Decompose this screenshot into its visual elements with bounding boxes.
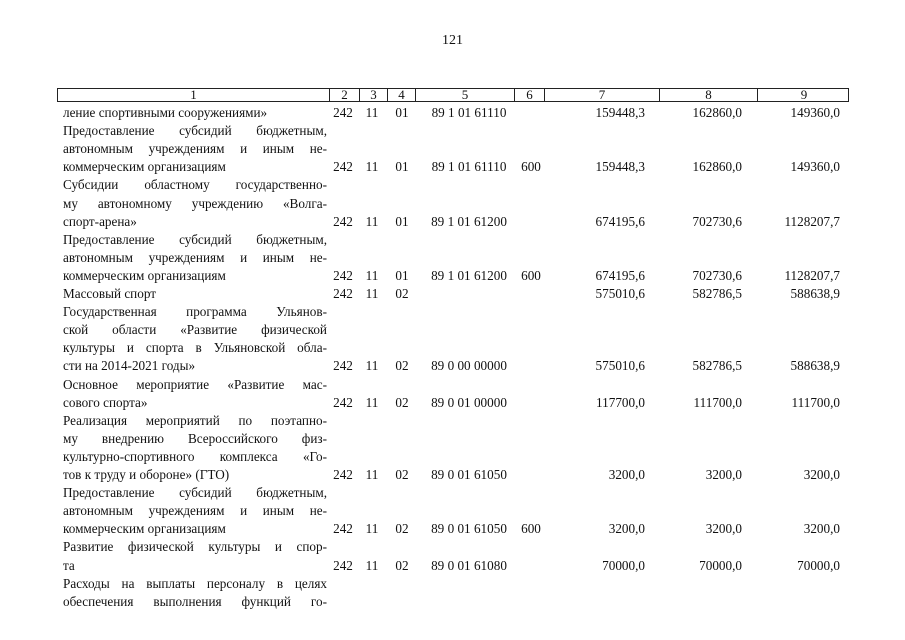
- row-description-line: Реализация мероприятий по поэтапно-: [63, 412, 327, 428]
- row-description-line: ской области «Развитие физической: [63, 322, 327, 338]
- row-code: 242: [333, 159, 353, 175]
- row-type: 600: [521, 521, 541, 537]
- table-header: [57, 88, 849, 102]
- row-description-line: Основное мероприятие «Развитие мас-: [63, 376, 327, 392]
- page-number: 121: [442, 33, 463, 48]
- row-code: 242: [333, 267, 353, 283]
- row-description-line: Предоставление субсидий бюджетным,: [63, 485, 327, 501]
- row-v2021: 1128207,7: [784, 267, 840, 283]
- row-description-line: культуры и спорта в Ульяновской обла-: [63, 340, 327, 356]
- row-description-line: автономным учреждениям и иным не-: [63, 141, 327, 157]
- row-description-line: Предоставление субсидий бюджетным,: [63, 231, 327, 247]
- row-section: 11: [365, 467, 379, 482]
- row-v2020: 702730,6: [692, 267, 742, 283]
- row-v2020: 3200,0: [705, 467, 742, 482]
- row-type: 600: [521, 159, 541, 175]
- row-description-line: тов к труду и обороне» (ГТО): [63, 467, 230, 482]
- row-v2020: 582786,5: [692, 358, 742, 374]
- row-code: 242: [333, 286, 353, 301]
- row-v2019: 159448,3: [595, 105, 645, 120]
- row-section: 11: [365, 358, 379, 374]
- row-description-line: коммерческим организациям: [63, 159, 226, 175]
- row-v2019: 3200,0: [608, 521, 645, 537]
- row-v2019: 3200,0: [608, 467, 645, 482]
- row-v2019: 117700,0: [596, 394, 645, 410]
- row-v2019: 70000,0: [602, 557, 645, 573]
- row-target: 89 0 01 00000: [431, 394, 507, 410]
- row-v2021: 3200,0: [803, 521, 840, 537]
- row-section: 11: [365, 557, 379, 573]
- header-col-2: 2: [330, 89, 360, 101]
- row-v2021: 1128207,7: [784, 213, 840, 229]
- row-target: 89 1 01 61200: [431, 213, 507, 229]
- header-col-3: 3: [360, 89, 388, 101]
- row-v2019: 575010,6: [595, 286, 645, 301]
- row-target: 89 0 01 61050: [431, 467, 507, 482]
- row-section: 11: [365, 521, 379, 537]
- row-target: 89 0 01 61080: [431, 557, 507, 573]
- row-v2019: 159448,3: [595, 159, 645, 175]
- row-target: 89 1 01 61110: [431, 105, 507, 120]
- row-section: 11: [365, 394, 379, 410]
- row-subsection: 02: [395, 394, 409, 410]
- row-description-line: му внедрению Всероссийского физ-: [63, 430, 327, 446]
- row-description-line: Предоставление субсидий бюджетным,: [63, 123, 327, 139]
- row-v2021: 588638,9: [790, 286, 840, 301]
- row-subsection: 02: [395, 286, 409, 301]
- row-section: 11: [365, 159, 379, 175]
- header-col-6: 6: [515, 89, 545, 101]
- row-code: 242: [333, 213, 353, 229]
- row-v2020: 162860,0: [692, 105, 742, 120]
- row-target: 89 0 01 61050: [431, 521, 507, 537]
- row-subsection: 02: [395, 358, 409, 374]
- row-target: 89 0 00 00000: [431, 358, 507, 374]
- row-description-line: спорт-арена»: [63, 213, 137, 229]
- row-section: 11: [365, 286, 379, 301]
- row-v2020: 70000,0: [699, 557, 742, 573]
- row-description-line: Развитие физической культуры и спор-: [63, 539, 327, 555]
- header-col-5: 5: [416, 89, 515, 101]
- row-code: 242: [333, 105, 353, 120]
- row-subsection: 02: [395, 467, 409, 482]
- row-section: 11: [365, 213, 379, 229]
- row-code: 242: [333, 557, 353, 573]
- row-target: 89 1 01 61110: [431, 159, 507, 175]
- row-v2021: 111700,0: [791, 394, 840, 410]
- row-v2021: 588638,9: [790, 358, 840, 374]
- row-section: 11: [365, 105, 379, 120]
- row-subsection: 01: [395, 267, 409, 283]
- row-v2019: 674195,6: [595, 267, 645, 283]
- row-v2020: 702730,6: [692, 213, 742, 229]
- header-col-8: 8: [660, 89, 758, 101]
- row-description-line: культурно-спортивного комплекса «Го-: [63, 448, 327, 464]
- row-description-line: коммерческим организациям: [63, 521, 226, 537]
- row-target: 89 1 01 61200: [431, 267, 507, 283]
- row-subsection: 02: [395, 521, 409, 537]
- row-description-line: Государственная программа Ульянов-: [63, 304, 327, 320]
- row-description-line: коммерческим организациям: [63, 267, 226, 283]
- row-v2020: 582786,5: [692, 286, 742, 301]
- row-description-line: Массовый спорт: [63, 286, 157, 301]
- row-section: 11: [365, 267, 379, 283]
- row-description-line: автономным учреждениям и иным не-: [63, 503, 327, 519]
- row-code: 242: [333, 467, 353, 482]
- row-code: 242: [333, 521, 353, 537]
- row-v2021: 3200,0: [803, 467, 840, 482]
- row-subsection: 01: [395, 213, 409, 229]
- row-v2021: 149360,0: [790, 159, 840, 175]
- header-col-1: 1: [58, 89, 330, 101]
- row-v2021: 149360,0: [790, 105, 840, 120]
- row-type: 600: [521, 267, 541, 283]
- header-col-9: 9: [800, 87, 808, 102]
- row-code: 242: [333, 394, 353, 410]
- row-code: 242: [333, 358, 353, 374]
- row-description-line: та: [63, 557, 75, 573]
- row-v2021: 70000,0: [797, 557, 840, 573]
- row-description-line: сового спорта»: [63, 394, 148, 410]
- row-description-line: Расходы на выплаты персоналу в целях: [63, 575, 327, 591]
- row-description-line: автономным учреждениям и иным не-: [63, 249, 327, 265]
- row-subsection: 01: [395, 105, 409, 120]
- row-description-line: обеспечения выполнения функций го-: [63, 593, 327, 609]
- row-subsection: 01: [395, 159, 409, 175]
- row-description-line: му автономному учреждению «Волга-: [63, 195, 327, 211]
- header-col-7: 7: [545, 89, 660, 101]
- row-description-line: ление спортивными сооружениями»: [63, 105, 268, 120]
- row-description-line: Субсидии областному государственно-: [63, 177, 327, 193]
- row-subsection: 02: [395, 557, 409, 573]
- row-v2020: 3200,0: [705, 521, 742, 537]
- row-v2020: 162860,0: [692, 159, 742, 175]
- row-description-line: сти на 2014-2021 годы»: [63, 358, 196, 374]
- header-col-4: 4: [388, 89, 416, 101]
- row-v2019: 674195,6: [595, 213, 645, 229]
- row-v2019: 575010,6: [595, 358, 645, 374]
- row-v2020: 111700,0: [693, 394, 742, 410]
